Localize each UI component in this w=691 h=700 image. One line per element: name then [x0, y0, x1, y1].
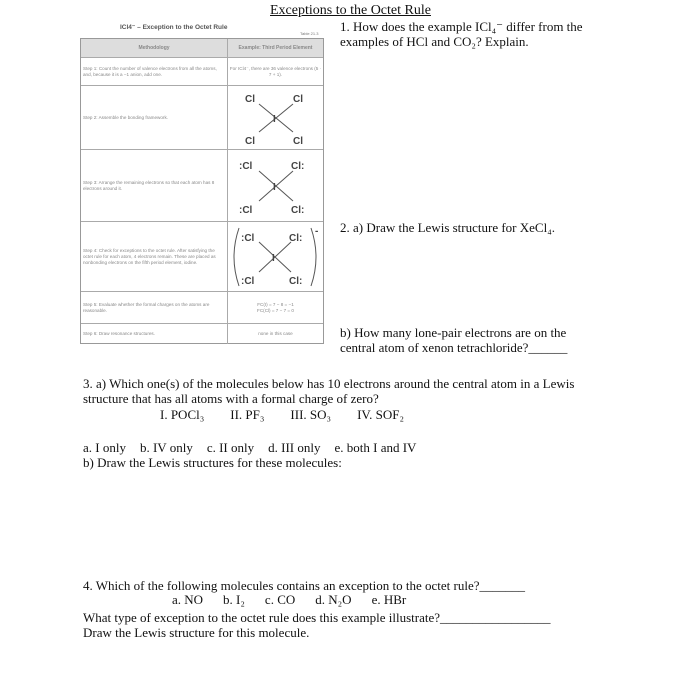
- step-1-example: For ICl4⁻, there are 36 valence electrons (5 · 7 + 1).: [229, 66, 322, 77]
- figure-caption: ICl4⁻ – Exception to the Octet Rule: [120, 24, 228, 31]
- step-4: Step 4: Check for exceptions to the octet rule. After satisfying the octet rule for each atom, 4 electrons remain. These are placed as nonbonding electrons on the fifth period element, iodine.: [81, 222, 228, 292]
- question-4b: What type of exception to the octet rule does this example illustrate?_________________: [83, 610, 551, 625]
- molecule-option: III. SO₃: [290, 407, 332, 422]
- answer-choice: b. IV only: [139, 440, 193, 455]
- question-3b: b) Draw the Lewis structures for these molecules:: [83, 455, 342, 470]
- octet-structure-diagram: [231, 153, 321, 219]
- bonding-framework-diagram: [231, 88, 321, 148]
- step-2: Step 2: Assemble the bonding framework.: [81, 86, 228, 150]
- step-5: Step 5: Evaluate whether the formal charges on the atoms are reasonable.: [81, 292, 228, 324]
- svg-text:Cl: Cl: [244, 94, 255, 105]
- step-2-structure: [228, 86, 323, 150]
- q3-molecules: [160, 407, 404, 422]
- svg-text:I: I: [272, 114, 276, 125]
- step-3: Step 3: Arrange the remaining electrons so that each atom has 8 electrons around it.: [81, 150, 228, 222]
- svg-text:I: I: [271, 253, 275, 264]
- formal-charge-cl: FC(Cl) = 7 − 7 = 0: [257, 308, 294, 313]
- svg-text:-: -: [314, 226, 318, 237]
- step-5-example: [228, 292, 323, 324]
- final-lewis-structure-diagram: [229, 224, 323, 290]
- methodology-table: [80, 38, 324, 344]
- answer-choice: e. both I and IV: [334, 440, 417, 455]
- formal-charge-i: FC(I) = 7 − 8 = −1: [257, 302, 294, 307]
- answer-choice: c. II only: [206, 440, 255, 455]
- answer-choice: e. HBr: [371, 592, 407, 607]
- question-1: 1. How does the example ICl₄⁻ differ from the examples of HCl and CO₂? Explain.: [340, 19, 583, 49]
- svg-text::Cl: :Cl: [238, 161, 252, 172]
- answer-choice: c. CO: [264, 592, 296, 607]
- molecule-option: I. POCl₃: [160, 407, 205, 422]
- answer-choice: d. III only: [268, 440, 321, 455]
- step-4-structure: [228, 222, 323, 292]
- svg-text::Cl: :Cl: [240, 276, 254, 287]
- step-1: Step 1: Count the number of valence electrons from all the atoms, and, because it is a −1 anion, add one.: [81, 58, 228, 86]
- question-4c: Draw the Lewis structure for this molecule.: [83, 625, 310, 640]
- svg-text:Cl: Cl: [244, 136, 255, 147]
- answer-choice: b. I₂: [223, 592, 245, 607]
- svg-text:Cl: Cl: [292, 136, 303, 147]
- answer-choice: a. NO: [172, 592, 204, 607]
- svg-text:Cl:: Cl:: [288, 233, 302, 244]
- question-2a: 2. a) Draw the Lewis structure for XeCl₄.: [340, 220, 555, 235]
- molecule-option: II. PF₃: [230, 407, 265, 422]
- svg-text:Cl: Cl: [292, 94, 303, 105]
- step-6-example: none in this case: [258, 331, 293, 336]
- svg-text:I: I: [272, 182, 276, 193]
- step-3-structure: [228, 150, 323, 222]
- svg-text::Cl: :Cl: [238, 205, 252, 216]
- question-2b: b) How many lone-pair electrons are on the central atom of xenon tetrachloride?______: [340, 325, 568, 355]
- svg-text:Cl:: Cl:: [288, 276, 302, 287]
- svg-text:Cl:: Cl:: [290, 205, 304, 216]
- header-methodology: Methodology: [81, 39, 228, 57]
- q3-choices: [83, 440, 416, 455]
- page-title: Exceptions to the Octet Rule: [270, 3, 431, 18]
- svg-text:Cl:: Cl:: [290, 161, 304, 172]
- answer-choice: a. I only: [83, 440, 126, 455]
- header-example: Example: Third Period Element: [238, 45, 313, 51]
- q4-choices: [172, 592, 406, 607]
- molecule-option: IV. SOF₂: [357, 407, 404, 422]
- step-6: Step 6: Draw resonance structures.: [81, 324, 228, 344]
- table-number: Table 21.3: [300, 31, 319, 36]
- svg-text::Cl: :Cl: [240, 233, 254, 244]
- question-3a: 3. a) Which one(s) of the molecules below has 10 electrons around the central atom in a Lewis structure that has all atoms with a formal charge of zero?: [83, 376, 575, 406]
- answer-choice: d. N₂O: [315, 592, 352, 607]
- question-4: 4. Which of the following molecules contains an exception to the octet rule?_______: [83, 578, 525, 593]
